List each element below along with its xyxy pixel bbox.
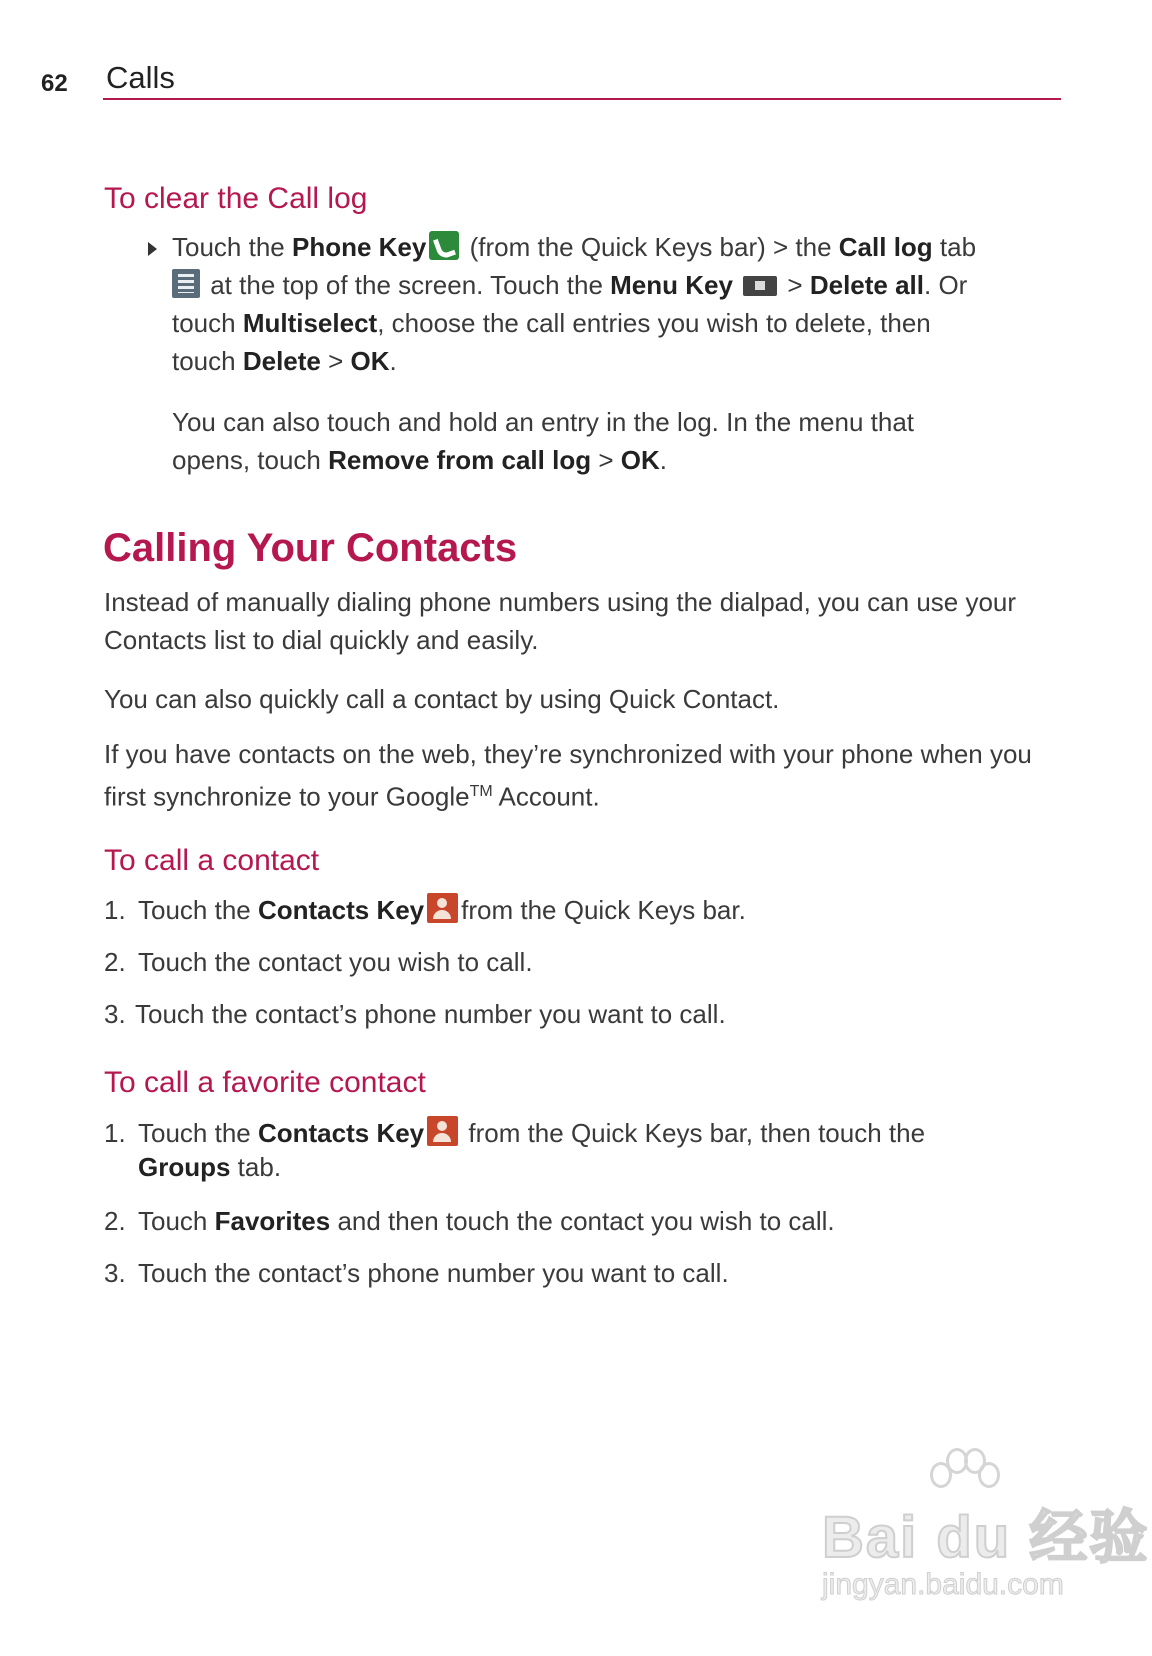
quick-contact-text: You can also quickly call a contact by using Quick Contact. (104, 684, 780, 714)
heading-call-favorite: To call a favorite contact (104, 1066, 426, 1099)
section-title: Calls (106, 60, 175, 95)
page-number: 62 (41, 70, 68, 97)
list-item: 1. Touch the Contacts Key from the Quick Keys bar, then touch the (104, 1118, 926, 1148)
heading-calling-your-contacts: Calling Your Contacts (103, 526, 518, 570)
list-item: 1. Touch the Contacts Key from the Quick Keys bar. (104, 895, 746, 925)
baidu-watermark (822, 1490, 1149, 1602)
sync-text: If you have contacts on the web, they’re synchronized with your phone when you first synchronize to your Google™ Account. (104, 739, 1032, 812)
watermark-url: jingyan.baidu.com (822, 1568, 1064, 1601)
list-item: 3. Touch the contact’s phone number you want to call. (104, 999, 726, 1029)
hold-entry-tip: You can also touch and hold an entry in the log. In the menu that opens, touch Remove from call log > OK. (172, 407, 915, 475)
list-item-continuation: Groups tab. (138, 1152, 282, 1182)
phone-icon (429, 231, 459, 260)
contacts-icon (427, 893, 458, 923)
clear-log-instructions: Touch the Phone Key (from the Quick Keys bar) > the Call log tab at the top of the screen. Touch the Menu Key > Delete all. Or touch Multiselect, choose the call entries you wish to delete, then touch Delete > OK. (172, 232, 977, 376)
header-divider (103, 98, 1061, 100)
contacts-icon (427, 1116, 458, 1146)
list-item: 3. Touch the contact’s phone number you want to call. (104, 1258, 729, 1288)
list-item: 2. Touch Favorites and then touch the contact you wish to call. (104, 1206, 835, 1236)
list-item: 2. Touch the contact you wish to call. (104, 947, 533, 977)
heading-clear-call-log: To clear the Call log (104, 182, 368, 215)
baidu-paw-icon (930, 1448, 990, 1498)
bullet-arrow-icon (148, 242, 157, 256)
menu-key-icon (743, 276, 777, 296)
calling-intro: Instead of manually dialing phone numbers using the dialpad, you can use your Contacts list to dial quickly and easily. (104, 587, 1017, 655)
watermark-brand: Bai du 经验 (822, 1505, 1150, 1570)
heading-call-contact: To call a contact (104, 844, 320, 877)
call-log-icon (172, 269, 200, 298)
